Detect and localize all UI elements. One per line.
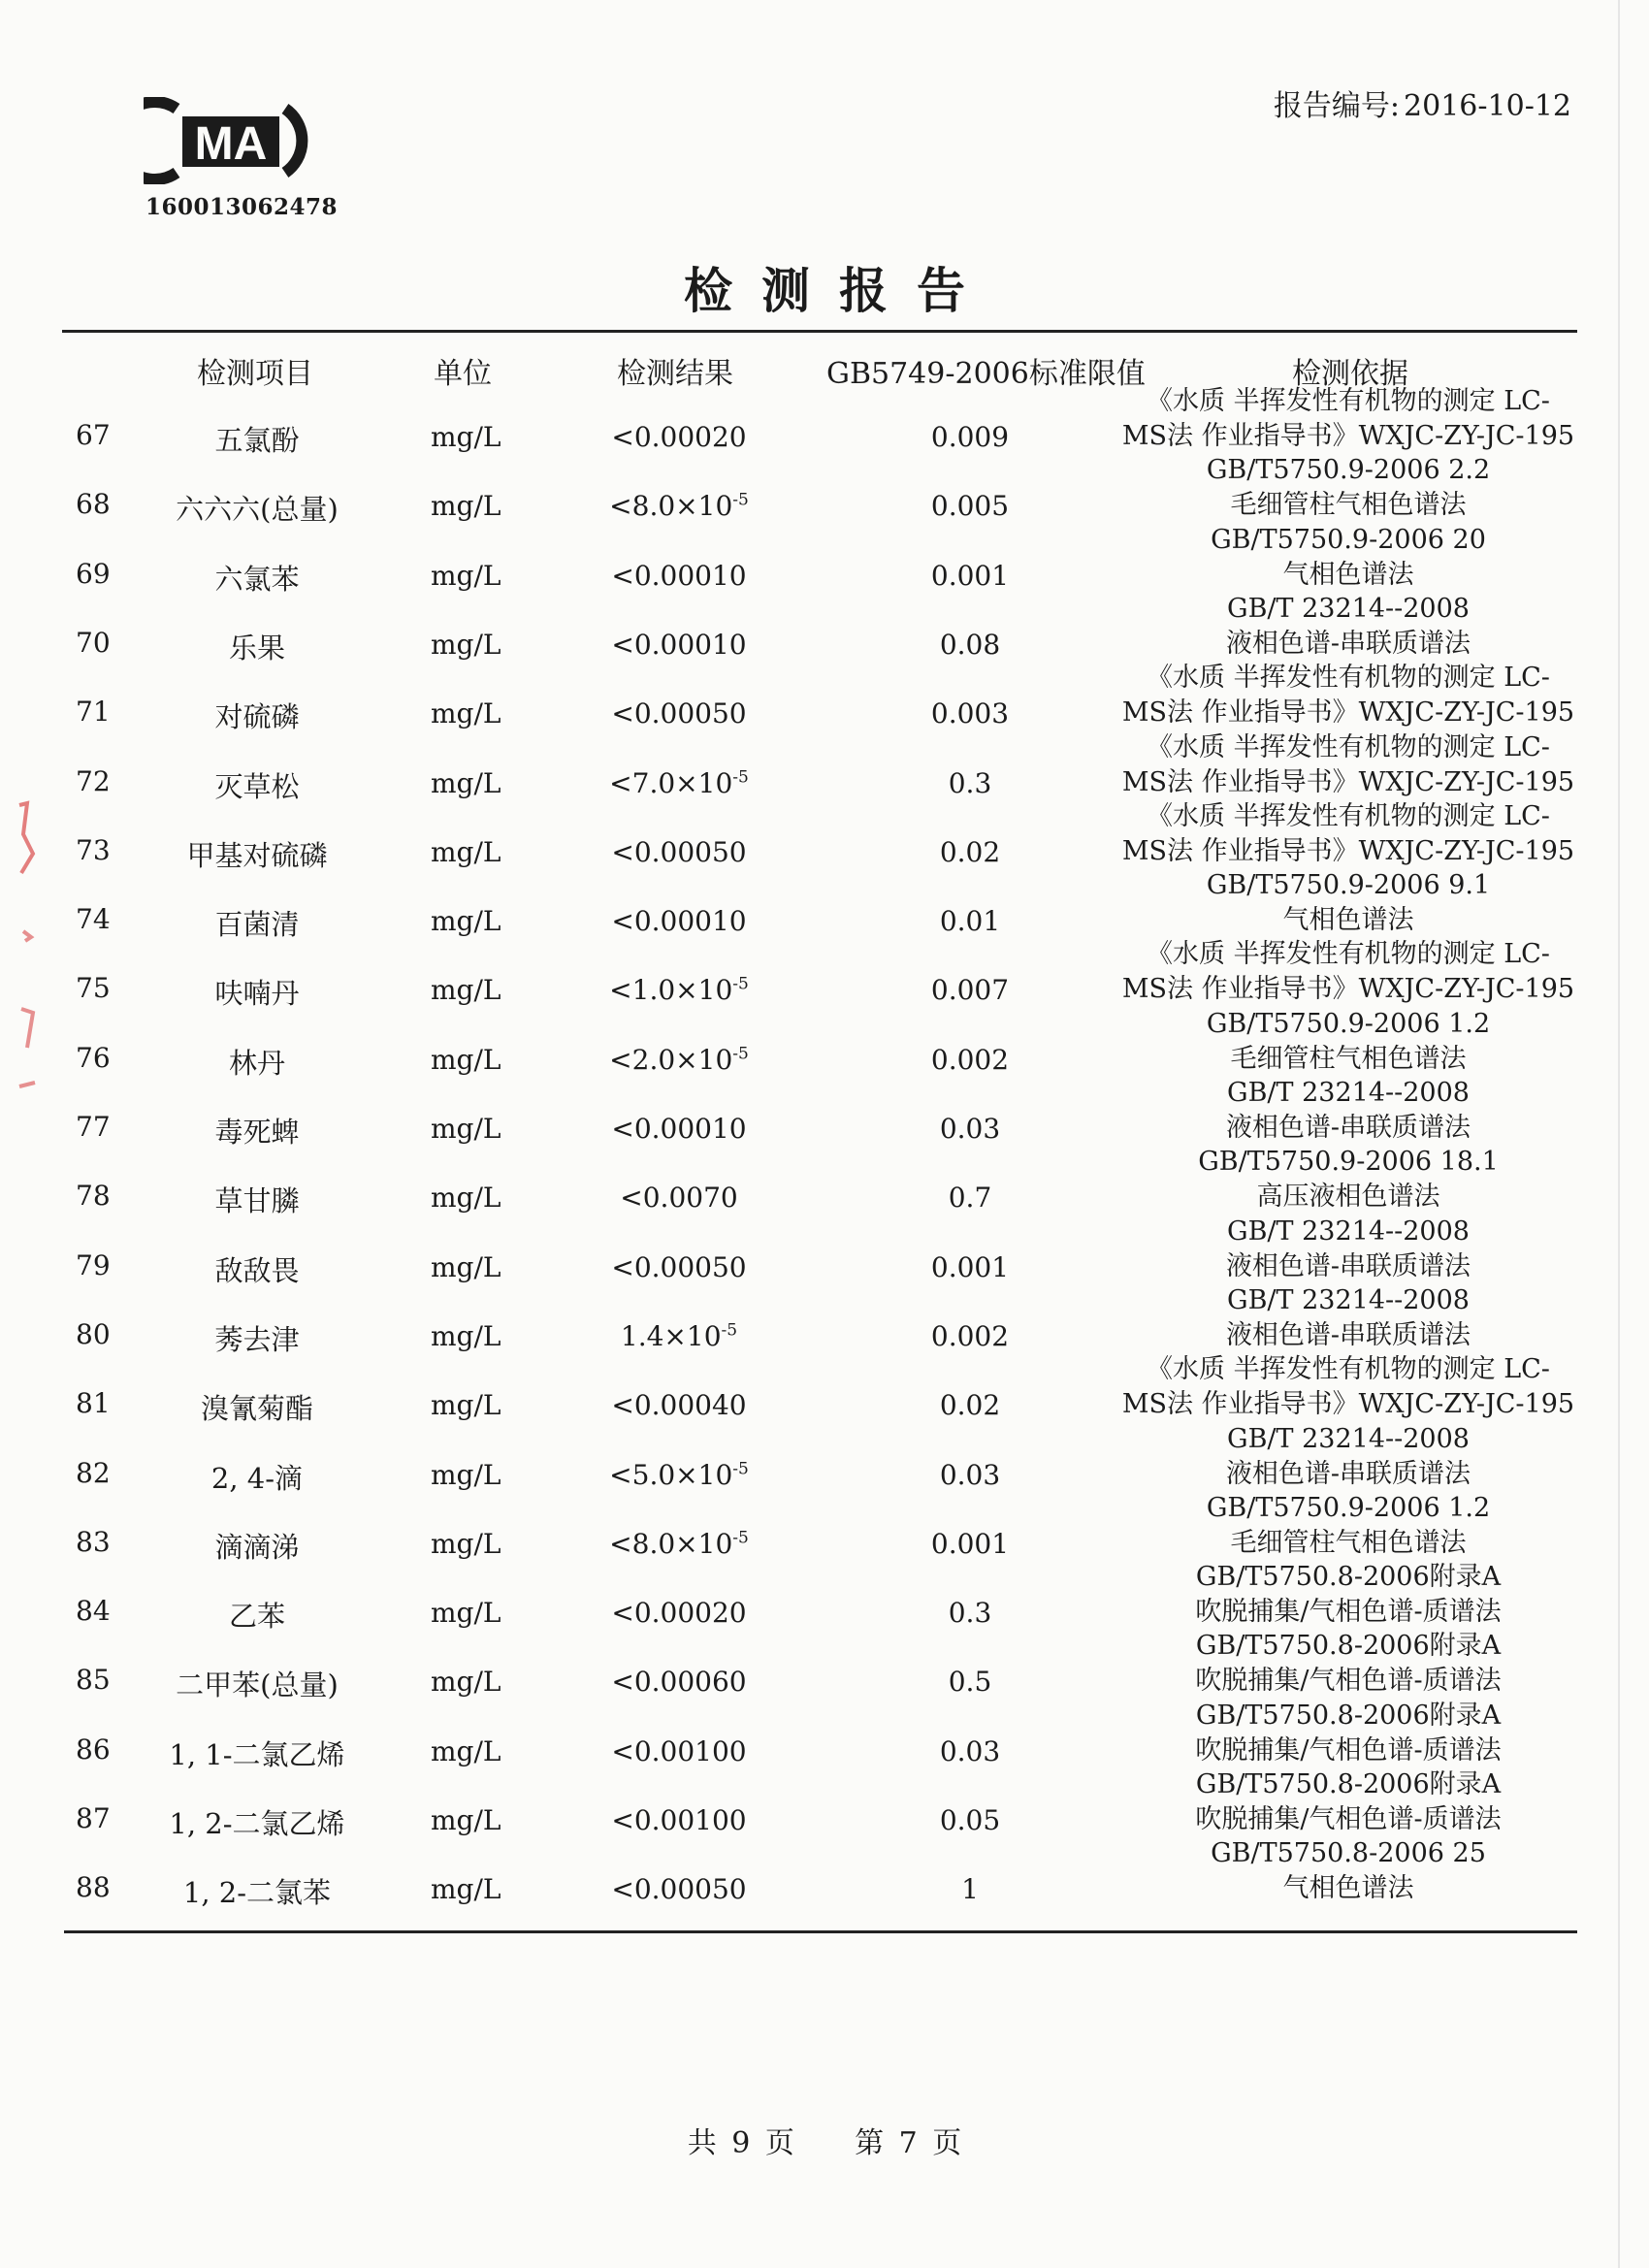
test-basis (1086, 384, 1610, 454)
result-value: <0.0070 (620, 1182, 738, 1215)
row-number: 84 (76, 1595, 111, 1628)
test-basis-line-1: GB/T 23214--2008 (1227, 1215, 1470, 1247)
test-result (582, 1113, 776, 1145)
standard-limit: 0.03 (939, 1458, 1001, 1491)
test-basis-line-2: 液相色谱-串联质谱法 (1225, 1319, 1471, 1350)
test-item: 呋喃丹 (214, 977, 300, 1011)
result-value: <8.0×10 (609, 490, 733, 523)
test-basis (1086, 1283, 1610, 1353)
result-value: <0.00050 (611, 1250, 747, 1283)
row-number: 67 (76, 419, 111, 451)
unit: mg/L (431, 1527, 501, 1560)
test-basis-line-1: GB/T5750.9-2006 9.1 (1206, 870, 1491, 901)
standard-limit: 0.3 (948, 1597, 992, 1630)
test-basis-line-1: GB/T5750.9-2006 18.1 (1198, 1147, 1499, 1178)
unit: mg/L (431, 1319, 501, 1352)
test-basis-line-2: 吹脱捕集/气相色谱-质谱法 (1195, 1597, 1502, 1628)
test-basis-line-2: 毛细管柱气相色谱法 (1230, 490, 1467, 521)
test-basis-line-1: 《水质 半挥发性有机物的测定 LC- (1147, 386, 1550, 416)
test-result (582, 1873, 776, 1905)
result-exponent: -5 (732, 490, 749, 510)
standard-limit: 0.002 (930, 1319, 1010, 1352)
test-result (582, 767, 776, 799)
test-basis (1086, 868, 1610, 938)
result-value: <0.00050 (611, 697, 747, 730)
standard-limit: 0.03 (939, 1113, 1001, 1145)
test-basis-line-2: 液相色谱-串联质谱法 (1225, 1250, 1471, 1281)
test-result (582, 1389, 776, 1421)
test-item: 六氯苯 (214, 562, 300, 596)
result-value: <0.00100 (611, 1734, 747, 1767)
test-basis-line-1: 《水质 半挥发性有机物的测定 LC- (1147, 939, 1550, 970)
unit: mg/L (431, 1873, 501, 1906)
test-result (582, 1666, 776, 1698)
result-value: 1.4×10 (620, 1319, 722, 1352)
test-basis-line-2: MS法 作业指导书》WXJC-ZY-JC-195 (1121, 766, 1575, 797)
column-header-basis: 检测依据 (1292, 357, 1408, 391)
unit: mg/L (431, 974, 501, 1007)
test-basis-line-2: 液相色谱-串联质谱法 (1225, 628, 1471, 659)
test-basis-line-1: GB/T 23214--2008 (1227, 1078, 1470, 1108)
test-item: 毒死蜱 (214, 1116, 300, 1149)
result-value: <0.00010 (611, 628, 747, 661)
row-number: 72 (76, 764, 111, 797)
test-item: 滴滴涕 (214, 1530, 300, 1564)
unit: mg/L (431, 697, 501, 730)
test-basis (1086, 1560, 1610, 1630)
row-number: 73 (76, 833, 111, 866)
test-result (582, 490, 776, 522)
table-row (0, 1838, 1649, 1925)
test-result (582, 1182, 776, 1214)
test-basis-line-1: GB/T 23214--2008 (1227, 1284, 1470, 1315)
unit: mg/L (431, 1113, 501, 1145)
scan-edge (1618, 0, 1620, 2268)
test-item: 林丹 (228, 1046, 285, 1080)
test-basis (1086, 453, 1610, 523)
test-basis-line-1: GB/T5750.8-2006附录A (1195, 1700, 1502, 1731)
standard-limit: 0.7 (948, 1182, 992, 1215)
footer-current-unit: 页 (932, 2126, 962, 2160)
test-item: 2, 4-滴 (210, 1461, 304, 1495)
unit: mg/L (431, 905, 501, 938)
result-value: <8.0×10 (609, 1527, 733, 1560)
row-number: 87 (76, 1802, 111, 1834)
row-number: 83 (76, 1525, 111, 1558)
unit: mg/L (431, 1458, 501, 1491)
test-item: 五氯酚 (214, 424, 300, 457)
standard-limit: 0.02 (939, 1389, 1001, 1422)
test-basis-line-2: 气相色谱法 (1282, 559, 1414, 590)
row-number: 80 (76, 1317, 111, 1350)
test-basis-line-1: 《水质 半挥发性有机物的测定 LC- (1147, 1354, 1550, 1385)
row-number: 74 (76, 903, 111, 936)
test-basis (1086, 1836, 1610, 1906)
unit: mg/L (431, 1250, 501, 1283)
result-value: <0.00010 (611, 559, 747, 592)
test-result (582, 421, 776, 453)
standard-limit: 0.001 (930, 1527, 1010, 1560)
test-item: 二甲苯(总量) (176, 1669, 339, 1702)
test-basis (1086, 661, 1610, 730)
result-exponent: -5 (732, 1528, 749, 1548)
unit: mg/L (431, 1804, 501, 1836)
unit: mg/L (431, 1043, 501, 1076)
standard-limit: 0.005 (930, 490, 1010, 523)
footer-current-label: 第 (855, 2126, 885, 2160)
result-value: <0.00040 (611, 1389, 747, 1422)
test-item: 灭草松 (214, 769, 300, 803)
test-basis-line-1: GB/T5750.8-2006 25 (1211, 1838, 1486, 1869)
unit: mg/L (431, 421, 501, 453)
test-result (582, 1528, 776, 1560)
row-number: 68 (76, 488, 111, 521)
test-basis (1086, 592, 1610, 662)
standard-limit: 0.5 (948, 1666, 992, 1699)
row-number: 79 (76, 1248, 111, 1281)
test-item: 百菌清 (214, 908, 300, 942)
test-basis-line-1: GB/T5750.9-2006 1.2 (1206, 1492, 1491, 1523)
standard-limit: 1 (961, 1873, 979, 1906)
test-item: 甲基对硫磷 (186, 838, 328, 872)
test-basis-line-2: 毛细管柱气相色谱法 (1230, 1527, 1467, 1558)
column-header-limit: GB5749-2006标准限值 (826, 357, 1146, 391)
unit: mg/L (431, 1734, 501, 1767)
result-exponent: -5 (732, 1459, 749, 1479)
test-result (582, 697, 776, 729)
standard-limit: 0.03 (939, 1734, 1001, 1767)
unit: mg/L (431, 1597, 501, 1630)
test-result (582, 1735, 776, 1767)
standard-limit: 0.003 (930, 697, 1010, 730)
standard-limit: 0.001 (930, 1250, 1010, 1283)
test-item: 1, 2-二氯乙烯 (169, 1807, 345, 1840)
column-header-result: 检测结果 (617, 357, 733, 391)
result-value: <0.00020 (611, 421, 747, 453)
test-basis-line-2: MS法 作业指导书》WXJC-ZY-JC-195 (1121, 1389, 1575, 1420)
report-number-value: 2016-10-12 (1404, 89, 1571, 123)
result-value: <2.0×10 (609, 1043, 733, 1076)
test-item: 乐果 (228, 631, 285, 664)
standard-limit: 0.3 (948, 766, 992, 799)
result-exponent: -5 (732, 1044, 749, 1064)
test-basis-line-2: 气相色谱法 (1282, 1873, 1414, 1904)
test-basis (1086, 1422, 1610, 1492)
test-result (582, 905, 776, 937)
logo-text: MA (194, 118, 268, 170)
result-value: <5.0×10 (609, 1458, 733, 1491)
result-value: <0.00060 (611, 1666, 747, 1699)
standard-limit: 0.009 (930, 421, 1010, 453)
table-top-rule (62, 330, 1577, 333)
result-value: <1.0×10 (609, 974, 733, 1007)
test-item: 敌敌畏 (214, 1253, 300, 1287)
footer-total-pages: 9 (731, 2126, 751, 2160)
test-basis-line-1: 《水质 半挥发性有机物的测定 LC- (1147, 800, 1550, 831)
test-basis (1086, 1215, 1610, 1284)
result-value: <0.00050 (611, 835, 747, 868)
test-basis (1086, 1629, 1610, 1699)
test-basis (1086, 1076, 1610, 1146)
table-bottom-rule (64, 1930, 1577, 1933)
test-basis (1086, 1145, 1610, 1215)
test-basis-line-2: 液相色谱-串联质谱法 (1225, 1113, 1471, 1143)
unit: mg/L (431, 1182, 501, 1215)
test-basis-line-1: 《水质 半挥发性有机物的测定 LC- (1147, 731, 1550, 762)
unit: mg/L (431, 490, 501, 523)
footer-current-page: 7 (898, 2126, 918, 2160)
test-item: 1, 2-二氯苯 (182, 1876, 332, 1910)
test-result (582, 560, 776, 592)
row-number: 76 (76, 1041, 111, 1074)
test-basis-line-2: MS法 作业指导书》WXJC-ZY-JC-195 (1121, 835, 1575, 866)
test-basis (1086, 523, 1610, 593)
result-exponent: -5 (732, 975, 749, 995)
test-basis-line-2: 吹脱捕集/气相色谱-质谱法 (1195, 1666, 1502, 1697)
footer-total-unit: 页 (764, 2126, 794, 2160)
page-footer (0, 2119, 1649, 2161)
row-number: 75 (76, 972, 111, 1005)
test-item: 乙苯 (228, 1600, 285, 1634)
test-result (582, 1804, 776, 1836)
row-number: 86 (76, 1733, 111, 1766)
row-number: 88 (76, 1871, 111, 1904)
test-item: 草甘膦 (214, 1184, 300, 1218)
test-basis-line-2: MS法 作业指导书》WXJC-ZY-JC-195 (1121, 697, 1575, 729)
test-basis-line-2: 高压液相色谱法 (1256, 1182, 1440, 1213)
row-number: 69 (76, 557, 111, 590)
test-basis-line-2: 吹脱捕集/气相色谱-质谱法 (1195, 1804, 1502, 1834)
test-result (582, 629, 776, 661)
page-title: 检测报告 (684, 262, 994, 319)
result-exponent: -5 (721, 1320, 738, 1341)
unit: mg/L (431, 628, 501, 661)
test-basis (1086, 1699, 1610, 1768)
test-result (582, 836, 776, 868)
unit: mg/L (431, 766, 501, 799)
unit: mg/L (431, 1666, 501, 1699)
test-basis (1086, 730, 1610, 800)
test-result (582, 1251, 776, 1283)
test-result (582, 1044, 776, 1076)
cma-logo (144, 97, 318, 184)
seal-stamp-fragment (14, 795, 43, 1106)
result-exponent: -5 (732, 767, 749, 788)
test-basis (1086, 1007, 1610, 1077)
test-item: 对硫磷 (214, 700, 300, 734)
test-basis (1086, 1491, 1610, 1561)
test-basis-line-1: GB/T5750.9-2006 2.2 (1206, 455, 1491, 486)
test-basis-line-1: GB/T 23214--2008 (1227, 1423, 1470, 1454)
test-result (582, 974, 776, 1006)
unit: mg/L (431, 559, 501, 592)
test-basis-line-1: GB/T 23214--2008 (1227, 593, 1470, 624)
test-item: 莠去津 (214, 1322, 300, 1356)
test-basis (1086, 799, 1610, 869)
test-basis-line-1: GB/T5750.8-2006附录A (1195, 1769, 1502, 1799)
footer-total-label: 共 (687, 2126, 717, 2160)
row-number: 82 (76, 1456, 111, 1489)
result-value: <0.00100 (611, 1804, 747, 1836)
result-value: <0.00020 (611, 1597, 747, 1630)
test-basis-line-2: 吹脱捕集/气相色谱-质谱法 (1195, 1734, 1502, 1766)
test-basis-line-2: 气相色谱法 (1282, 905, 1414, 936)
row-number: 70 (76, 626, 111, 659)
test-item: 六六六(总量) (176, 493, 339, 527)
result-value: <0.00010 (611, 905, 747, 938)
test-basis-line-1: GB/T5750.8-2006附录A (1195, 1631, 1502, 1662)
test-result (582, 1459, 776, 1491)
column-header-unit: 单位 (434, 357, 492, 391)
test-item: 溴氰菊酯 (200, 1392, 313, 1426)
result-value: <0.00010 (611, 1113, 747, 1145)
row-number: 85 (76, 1664, 111, 1697)
unit: mg/L (431, 1389, 501, 1422)
test-basis-line-1: 《水质 半挥发性有机物的测定 LC- (1147, 663, 1550, 694)
unit: mg/L (431, 835, 501, 868)
row-number: 71 (76, 696, 111, 729)
test-result (582, 1597, 776, 1629)
row-number: 78 (76, 1180, 111, 1213)
certificate-number: 160013062478 (146, 194, 339, 220)
test-basis (1086, 937, 1610, 1007)
result-value: <7.0×10 (609, 766, 733, 799)
row-number: 77 (76, 1111, 111, 1143)
test-basis (1086, 1767, 1610, 1837)
test-basis-line-2: MS法 作业指导书》WXJC-ZY-JC-195 (1121, 974, 1575, 1005)
result-value: <0.00050 (611, 1873, 747, 1906)
report-number (1270, 81, 1571, 124)
test-basis-line-1: GB/T5750.9-2006 20 (1211, 524, 1486, 555)
standard-limit: 0.01 (939, 905, 1001, 938)
test-item: 1, 1-二氯乙烯 (169, 1737, 345, 1771)
column-header-item: 检测项目 (197, 357, 313, 391)
standard-limit: 0.002 (930, 1043, 1010, 1076)
standard-limit: 0.02 (939, 835, 1001, 868)
test-basis (1086, 1352, 1610, 1422)
test-basis-line-2: MS法 作业指导书》WXJC-ZY-JC-195 (1121, 421, 1575, 451)
test-basis-line-1: GB/T5750.9-2006 1.2 (1206, 1008, 1491, 1039)
report-number-label: 报告编号: (1273, 89, 1401, 123)
row-number: 81 (76, 1387, 111, 1420)
test-result (582, 1320, 776, 1352)
test-basis-line-2: 液相色谱-串联质谱法 (1225, 1458, 1471, 1489)
standard-limit: 0.001 (930, 559, 1010, 592)
standard-limit: 0.08 (939, 628, 1001, 661)
standard-limit: 0.05 (939, 1804, 1001, 1836)
test-basis-line-1: GB/T5750.8-2006附录A (1195, 1562, 1502, 1593)
standard-limit: 0.007 (930, 974, 1010, 1007)
test-basis-line-2: 毛细管柱气相色谱法 (1230, 1043, 1467, 1074)
